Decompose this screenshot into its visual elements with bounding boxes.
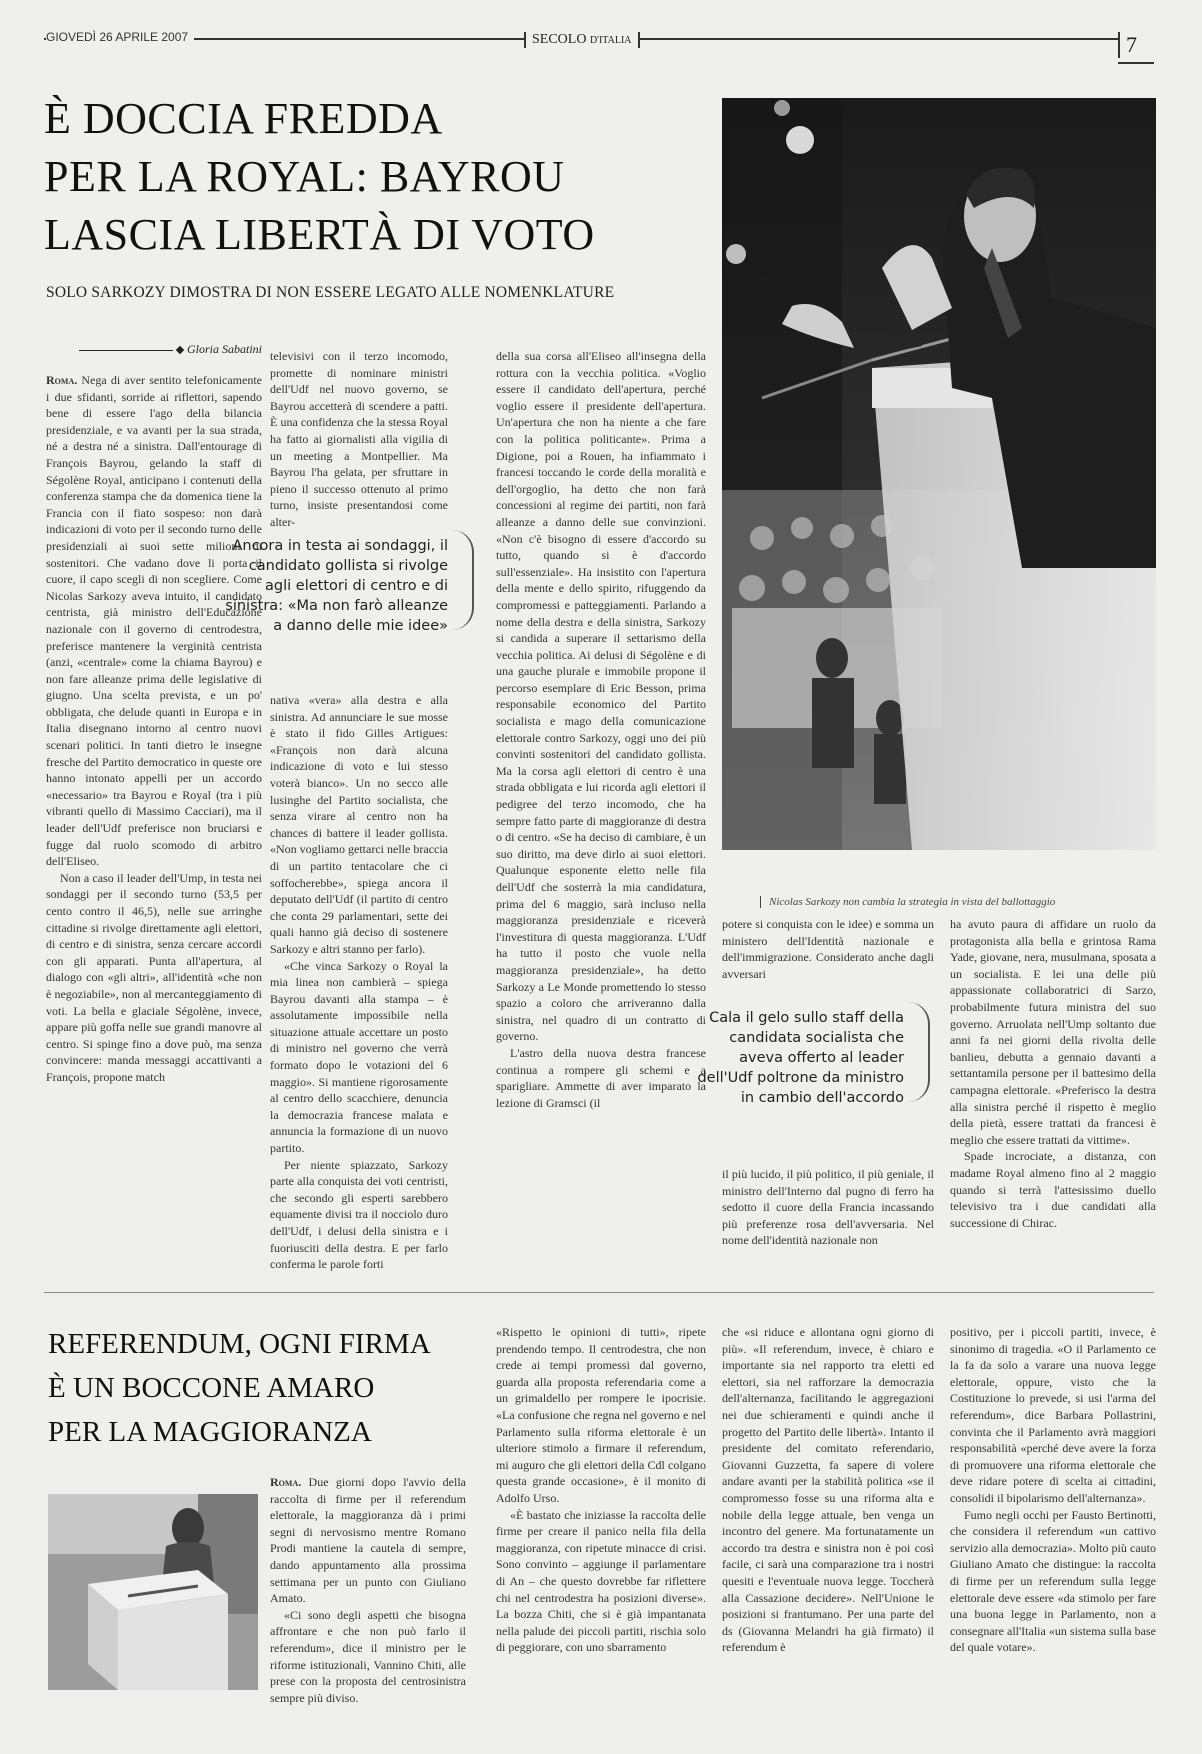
article-divider [44, 1292, 1154, 1293]
second-headline [48, 1322, 468, 1454]
second-col4-paragraph-1: positivo, per i piccoli partiti, invece, è sinonimo di tragedia. «O il Parlamento ce la fa da solo a varare una nuova legge elettorale, oppure, visto che la Costituzione lo prevede, si usi l'arma del referendum», dice Barbara Pollastrini, convinta che il Parlamento avrà maggiori responsabilità «perché deve avere la forza di promuovere una riforma elettorale che deve ridare potere di scelta ai cittadini, consolidi il bipolarismo dell'alternanza». [950, 1325, 1156, 1505]
main-column-3 [496, 348, 706, 1266]
second-col4-paragraph-2: Fumo negli occhi per Fausto Bertinotti, che considera il referendum «un cattivo servizio alla democrazia». Molto più cauto Giuliano Amato che distingue: la raccolta di firme per un referendum sulla legge elettorale deve essere «da stimolo per fare una buona legge in Parlamento, non a consegnare all'Italia «un sistema sulla base del quale votare». [950, 1507, 1156, 1655]
second-col2-paragraph-2: «È bastato che iniziasse la raccolta delle firme per creare il panico nella fila della maggioranza, con ripetute minacce di crisi. Sono convinto – aggiunge il parlamentare di An – che questo dovrebbe far riflettere chi nel centrodestra ha posizioni diverse». La bozza Chiti, che si è già impantanata nella palude dei piccoli partiti, rischia solo di peggiorare, con uno sbarramento [496, 1507, 706, 1655]
second-column-3 [722, 1324, 934, 1690]
second-headline-line-2: È UN BOCCONE AMARO [48, 1372, 375, 1404]
main-column-1 [46, 372, 262, 1266]
second-col1-paragraph-1 [270, 1474, 466, 1607]
main-col1-paragraph-2: Non a caso il leader dell'Ump, in testa nei sondaggi per il secondo turno (53,5 per cento contro il 46,5), nelle sue arringhe cittadine si rivolge direttamente agli elettori, di centro e di sinistra, senza cercare accordi con gli apparati. Punta all'apertura, al dialogo con «gli altri», all'identità «che non è negoziabile», non al mercanteggiamento di voti. La bella e glaciale Ségolène, invece, appare più goffa nelle sue grandi manovre al centro. Si spinge fino a dove può, ma senza convincere: manda messaggi accattivanti a François, propone match [46, 870, 262, 1084]
main-column-2-bottom [270, 692, 448, 1272]
byline-author: Gloria Sabatini [186, 342, 262, 356]
pullquote-1-bracket [452, 530, 474, 630]
main-col2-paragraph-1: televisivi con il terzo incomodo, promette di nominare ministri dell'Udf nel nuovo governo, se Bayrou accetterà di scendere a patti. È una confidenza che la stessa Royal ha fatto ai giornalisti alla vigilia di un meeting a Montpellier. Ma Bayrou l'ha gelata, per sfruttare in pieno il successo ottenuto al primo turno, insiste presentandosi come alter- [270, 349, 448, 529]
second-column-1 [270, 1474, 466, 1705]
masthead-small: D'ITALIA [589, 35, 632, 46]
second-col2-paragraph-1: «Rispetto le opinioni di tutti», ripete prendendo tempo. Il centrodestra, che non crede ai tempi promessi dal governo, guarda alla proposta referendaria come a un grimaldello per rompere le ipocrisie. «La confusione che regna nel governo e nel Parlamento sulla riforma elettorale è un ulteriore stimolo a firmare il referendum, mi auguro che gli elettori della Cdl colgano questa grande occasione», è il monito di Adolfo Urso. [496, 1325, 706, 1505]
sarkozy-photo-drawing [722, 98, 1156, 850]
main-col1-text: Nega di aver sentito telefonicamente i due sfidanti, sorride ai riflettori, sapendo bene di essere l'ago della bilancia presidenziale, e va avanti per la sua strada, né a destra né a sinistra. Dall'entourage di François Bayrou, gelando la staff di Ségolène Royal, anticipano i contenuti della conferenza stampa che da domenica tiene la Francia con il fiato sospeso: non darà indicazioni di voto per il secondo turno delle presidenziali ai suoi sette milioni di sostenitori. Che vadano dove li porta il cuore, il capo scegli di non scegliere. Come Nicolas Sarkozy aveva intuito, il candidato centrista, già ministro dell'Educazione nazionale con il governo di centrodestra, preferisce mantenere la verginità centrista (anzi, «centrale» come la chiama Bayrou) e non fare alleanze prima delle legislative di giugno. Una scelta prevista, e un po' obbligata, che delude quanti in Europa e in Italia disegnano intorno al centro nuovi scenari politici. In tanti dietro le insegne fresche del Partito democratico in queste ore hanno intonato appelli per un accordo «necessario» tra Bayrou e Royal (tra i più vibranti quello di Massimo Cacciari), ma il leader dell'Udf preferisce non bruciarsi e fugge dal ruolo scomodo di arbitro dell'Eliseo. [46, 373, 262, 869]
pullquote-2 [690, 1008, 904, 1108]
page-number: 7 [1118, 32, 1160, 58]
pullquote-2-bracket [908, 1002, 930, 1102]
sarkozy-photo [722, 98, 1156, 850]
ballot-box-photo-drawing [48, 1494, 258, 1690]
second-col1-text: Due giorni dopo l'avvio della raccolta di firme per il referendum elettorale, la maggioranza dà i primi segni di nervosismo mentre Romano Prodi mantiene la cautela di sempre, dando appuntamento alla prossima settimana per un punto con Giuliano Amato. [270, 1475, 466, 1606]
main-column-4-top [722, 916, 934, 981]
main-col2-paragraph-4: Per niente spiazzato, Sarkozy parte alla conquista dei voti centristi, che secondo gli esperti sarebbero equamente divisi tra il nocciolo duro dell'Udf, i delusi della sinistra e i fuoriusciti della destra. E per farlo conferma le parole forti [270, 1157, 448, 1272]
main-col4-paragraph-1: potere si conquista con le idee) e somma un ministero dell'Identità nazionale e dell'immigrazione. Considerato anche dagli avversari [722, 917, 934, 981]
byline-diamond [176, 346, 184, 354]
second-col3-paragraph-1: che «si riduce e allontana ogni giorno di più». «Il referendum, invece, è chiaro e importante sia nel rapporto tra eletti ed elettori, sia nel rafforzare la democrazia dell'alternanza, facilitando le aggregazioni nei due schieramenti e quindi anche il progetto del Partito delle libertà». Intanto il presidente del comitato referendario, Giovanni Guzzetta, fa sapere di volere andare avanti per la stabilità politica «se il compromesso fosse su una riforma alta e nobile della legge attuale, ben venga un incontro del genere. Ma fortunatamente un accordo tra destra e sinistra non è poi così facile, ci sarà una comparazione tra i nostri quesiti e l'eventuale nuova legge. Toccherà alla Cassazione decidere». Nell'Unione le posizioni si frantumano. Per una parte del ds (Giovanna Melandri ha già firmato) il referendum è [722, 1325, 934, 1655]
main-col5-paragraph-2: Spade incrociate, a distanza, con madame Royal almeno fino al 2 maggio quando si terrà l'attesissimo duello televisivo tra i due candidati alla successione di Chirac. [950, 1149, 1156, 1230]
second-column-4 [950, 1324, 1156, 1690]
headline-line-2: PER LA ROYAL: BAYROU [44, 152, 565, 201]
main-col2-paragraph-3: «Che vinca Sarkozy o Royal la mia linea non cambierà – spiega Bayrou davanti alla stampa – è assolutamente impossibile nella situazione attuale accettare un posto di ministro nel governo che verrà formato dopo le votazioni del 6 maggio». Si mantiene rigorosamente al centro dello scacchiere, denuncia la democrazia francese malata e annuncia la formazione di un nuovo partito. [270, 958, 448, 1156]
main-col5-paragraph-1: ha avuto paura di affidare un ruolo da protagonista alla bella e grintosa Rama Yade, giovane, nera, musulmana, sposata a un socialista. E lei una delle più appassionate collaboratrici di Sarzo, probabilmente futura ministra del suo governo. Arruolata nell'Ump soltanto due anni fa nei giorni della rivolta delle banlieu, debutta a gennaio davanti a settantamila persone per il battesimo della campagna elettorale. «Preferisco la destra alla sinistra perché il rispetto è meglio della pietà, essere trattati da francesi è meglio che essere trattati da vittime». [950, 917, 1156, 1147]
masthead-title: SECOLO [532, 32, 587, 47]
second-headline-line-1: REFERENDUM, OGNI FIRMA [48, 1328, 431, 1360]
photo-caption: Nicolas Sarkozy non cambia la strategia in vista del ballottaggio [760, 896, 1169, 908]
byline-rule [79, 350, 173, 351]
headline-line-3: LASCIA LIBERTÀ DI VOTO [44, 210, 595, 259]
main-dateline: Roma. [46, 373, 78, 387]
main-column-5 [950, 916, 1156, 1266]
main-col3-paragraph-2: L'astro della nuova destra francese continua a rompere gli schemi e a sparigliare. Ammette di aver imparato la lezione di Gramsci (il [496, 1045, 706, 1110]
main-col4-paragraph-2: il più lucido, il più politico, il più geniale, il ministro dell'Interno dal pugno di ferro ha sedotto il cuore della Francia incassando più preferenze rosa dell'avversaria. Nel nome dell'identità nazionale non [722, 1167, 934, 1248]
main-col2-paragraph-2: nativa «vera» alla destra e alla sinistra. Ad annunciare le sue mosse è stato il fido Gilles Artigues: «François non darà alcuna indicazione di voto e lui stesso voterà bianco». Un no secco alle lusinghe del Partito socialista, che senza virare al centro non ha chances di battere il leader gollista. «Non vogliamo gettarci nelle braccia di un partito tentacolare che ci soffocherebbe», spiega ancora il deputato dell'Udf (il partito di centro che conta 29 parlamentari, sette dei quali hanno già deciso di sostenere Sarkozy e altri stanno per farlo). [270, 693, 448, 956]
second-headline-line-3: PER LA MAGGIORANZA [48, 1416, 372, 1448]
page-number-rule [1118, 62, 1154, 64]
masthead [524, 32, 640, 48]
byline [66, 342, 262, 357]
second-column-2 [496, 1324, 706, 1690]
main-headline [44, 90, 724, 264]
pullquote-1 [222, 536, 448, 636]
main-column-4-bottom [722, 1166, 934, 1266]
main-subhead: SOLO SARKOZY DIMOSTRA DI NON ESSERE LEGATO ALLE NOMENKLATURE [46, 284, 615, 301]
second-dateline: Roma. [270, 1475, 302, 1489]
pullquote-1-text: Ancora in testa ai sondaggi, il candidato gollista si rivolge agli elettori di centro e di sinistra: «Ma non farò alleanze a danno delle mie idee» [225, 538, 448, 634]
pullquote-2-text: Cala il gelo sullo staff della candidata socialista che aveva offerto al leader dell'Udf poltrone da ministro in cambio dell'accordo [697, 1010, 904, 1106]
ballot-box-photo [48, 1494, 258, 1690]
second-col1-paragraph-2: «Ci sono degli aspetti che bisogna affrontare e che non può farlo il referendum», dice il ministro per le riforme istituzionali, Vannino Chiti, alle prese con la proposta del centrosinistra sempre più diviso. [270, 1607, 466, 1705]
issue-date: GIOVEDÌ 26 APRILE 2007 [46, 30, 194, 44]
main-column-2-top [270, 348, 448, 529]
main-col3-paragraph-1: della sua corsa all'Eliseo all'insegna della rottura con la vecchia politica. «Voglio essere il candidato dell'apertura, perché voglio essere il presidente dell'apertura. Un'apertura che non ha niente a che fare con la politica politicante». Prima a Digione, poi a Rouen, ha infiammato i francesi toccando le corde della moralità e dell'orgoglio, ha detto che non farà concessioni al regime dei partiti, non farà alleanze a danno delle sue convinzioni. «Non c'è bisogno di essere d'accordo su tutto, quando si è d'accordo sull'essenziale». Ha insistito con l'apertura della mente e dello spirito, rifuggendo da compromessi e patteggiamenti. Parlando a nome della destra e della sinistra, Sarkozy si candida a superare il settarismo della vecchia politica. Ai delusi di Ségolène e di una gauche plurale e immobile propone il percorso esemplare di Eric Besson, prima responsabile economico del Partito socialista e mago della comunicazione elettorale contro Sarkozy, oggi uno dei più convinti sostenitori del candidato gollista. Ma la corsa agli elettori di centro è una strada obbligata e lui ricorda agli elettori il pedigree del terzo incomodo, che ha sempre fatto parte di maggioranze di destra o di centro. «Se ha deciso di cambiare, è un suo diritto, ma deve dirlo ai suoi elettori. Qualunque esponente eletto nelle fila dell'Udf che sosterrà la mia candidatura, prima del 6 maggio, sarà incluso nella maggioranza presidenziale e riceverà l'investitura di questa maggioranza. L'Udf ha tutto il posto che vuole nella maggioranza presidenziale», ha detto Sarkozy a Le Monde promettendo lo stesso spazio a coloro che arriveranno dalla sinistra, nel quadro di un contratto di governo. [496, 349, 706, 1044]
headline-line-1: È DOCCIA FREDDA [44, 94, 443, 143]
